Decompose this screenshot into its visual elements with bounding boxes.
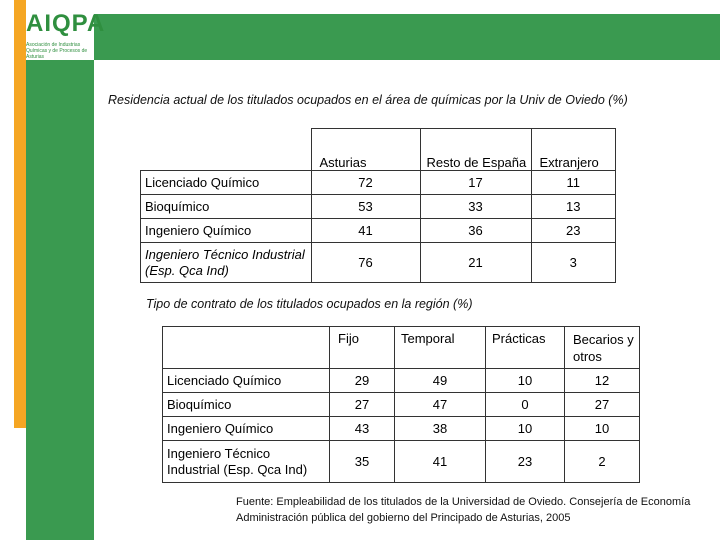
cell-value: 10 [486, 417, 565, 441]
cell-value: 35 [330, 441, 395, 483]
cell-value: 76 [311, 243, 420, 283]
cell-value: 3 [531, 243, 616, 283]
table-row [141, 171, 616, 195]
table-row [163, 393, 640, 417]
row-label: Ingeniero Técnico Industrial (Esp. Qca Ind) [163, 441, 330, 483]
logo-text: AIQPA [26, 10, 106, 37]
cell-value: 10 [565, 417, 640, 441]
cell-value: 38 [395, 417, 486, 441]
cell-value: 53 [311, 195, 420, 219]
cell-value: 23 [531, 219, 616, 243]
orange-accent-bar [14, 0, 26, 428]
table-row [163, 441, 640, 483]
green-header-band [94, 14, 720, 60]
table1-corner [141, 129, 312, 171]
cell-value: 13 [531, 195, 616, 219]
cell-value: 10 [486, 369, 565, 393]
cell-value: 36 [420, 219, 531, 243]
cell-value: 49 [395, 369, 486, 393]
row-label: Ingeniero Químico [141, 219, 312, 243]
row-label: Licenciado Químico [141, 171, 312, 195]
table1-header-row [141, 129, 616, 171]
table1-header-extranjero: Extranjero [531, 129, 616, 171]
table-row [163, 417, 640, 441]
table-row [163, 369, 640, 393]
row-label: Ingeniero Técnico Industrial (Esp. Qca Ind) [141, 243, 312, 283]
table2-header-row [163, 327, 640, 369]
cell-value: 0 [486, 393, 565, 417]
green-side-band [26, 60, 94, 540]
cell-value: 12 [565, 369, 640, 393]
cell-value: 17 [420, 171, 531, 195]
cell-value: 33 [420, 195, 531, 219]
table1-title: Residencia actual de los titulados ocupados en el área de químicas por la Univ de Oviedo (%) [108, 93, 628, 107]
row-label: Bioquímico [141, 195, 312, 219]
table2-header-fijo: Fijo [330, 327, 395, 369]
cell-value: 47 [395, 393, 486, 417]
cell-value: 43 [330, 417, 395, 441]
table2-corner [163, 327, 330, 369]
row-label: Licenciado Químico [163, 369, 330, 393]
cell-value: 41 [395, 441, 486, 483]
row-label: Ingeniero Químico [163, 417, 330, 441]
cell-value: 2 [565, 441, 640, 483]
cell-value: 29 [330, 369, 395, 393]
table2-header-temporal: Temporal [395, 327, 486, 369]
residence-table [140, 128, 616, 283]
cell-value: 72 [311, 171, 420, 195]
table-row [141, 243, 616, 283]
cell-value: 21 [420, 243, 531, 283]
table2-title: Tipo de contrato de los titulados ocupados en la región (%) [146, 297, 473, 311]
cell-value: 27 [565, 393, 640, 417]
logo-subtitle: Asociación de Industrias Químicas y de Procesos de Asturias [26, 42, 88, 60]
cell-value: 41 [311, 219, 420, 243]
aiqpa-logo [26, 10, 106, 60]
source-note: Fuente: Empleabilidad de los titulados de la Universidad de Oviedo. Consejería de Economía Administración pública del gobierno del Principado de Asturias, 2005 [236, 496, 691, 524]
table-row [141, 195, 616, 219]
cell-value: 11 [531, 171, 616, 195]
cell-value: 27 [330, 393, 395, 417]
table2-header-practicas: Prácticas [486, 327, 565, 369]
table1-header-asturias: Asturias [311, 129, 420, 171]
row-label: Bioquímico [163, 393, 330, 417]
contract-table [162, 326, 640, 483]
table-row [141, 219, 616, 243]
cell-value: 23 [486, 441, 565, 483]
table1-header-resto: Resto de España [420, 129, 531, 171]
table2-header-becarios: Becarios y otros [565, 327, 640, 369]
